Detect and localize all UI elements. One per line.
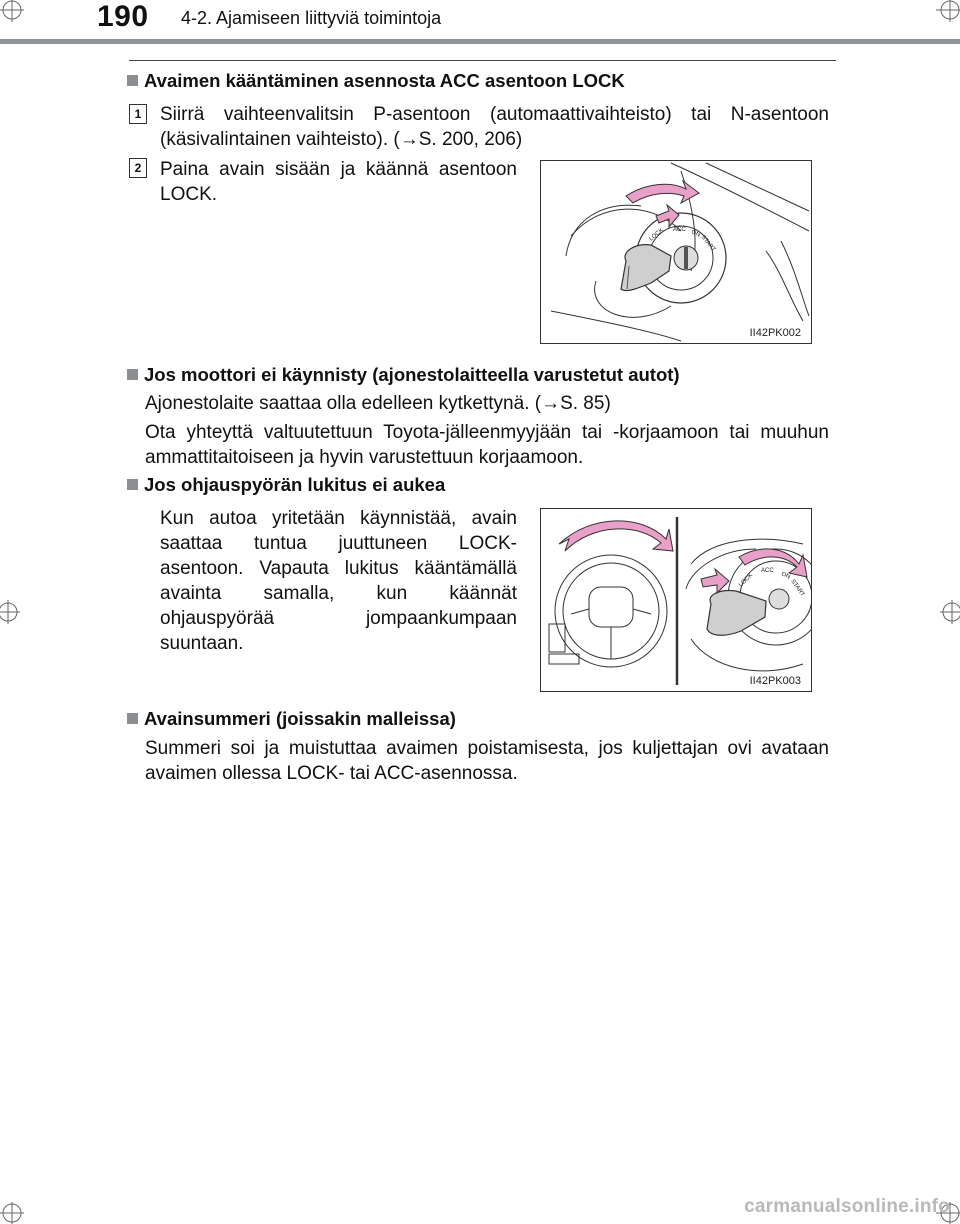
heading-key-buzzer: Avainsummeri (joissakin malleissa) <box>127 708 456 730</box>
paragraph-immobilizer: Ajonestolaite saattaa olla edelleen kytkettynä. (→S. 85) <box>145 393 611 414</box>
step-1-text: Siirrä vaihteenvalitsin P-asentoon (automaattivaihteisto) tai N-asentoon (käsivalintainen vaihteisto). (→S. 200, 206) <box>160 104 829 150</box>
figure-ignition-key-lock <box>540 160 812 344</box>
push-arrow-icon <box>656 205 679 227</box>
heading-acc-to-lock: Avaimen kääntäminen asennosta ACC asentoon LOCK <box>127 70 625 92</box>
content-top-rule <box>129 60 836 61</box>
figure-code: II42PK002 <box>749 327 801 339</box>
ignition-illustration <box>541 161 811 343</box>
paragraph-steering-lock: Kun autoa yritetään käynnistää, avain saattaa tuntua juuttuneen LOCK-asentoon. Vapauta lukitus kääntämällä avainta samalla, kun käännät ohjauspyörää jompaankumpaan suuntaan. <box>160 508 517 654</box>
paragraph-contact-dealer: Ota yhteyttä valtuutettuun Toyota-jälleenmyyjään tai -korjaamoon tai muuhun ammattitaitoiseen ja hyvin varustettuun korjaamoon. <box>145 422 829 468</box>
section-title: 4-2. Ajamiseen liittyviä toimintoja <box>181 8 442 28</box>
heading-steering-lock: Jos ohjauspyörän lukitus ei aukea <box>127 474 445 496</box>
figure-steering-wheel-key <box>540 508 812 692</box>
lock-label-2: LOCK <box>738 572 754 589</box>
bullet-square <box>127 75 138 86</box>
key-head-2 <box>707 591 766 636</box>
lock-label: LOCK <box>648 227 665 243</box>
figure-code-2: II42PK003 <box>749 675 801 687</box>
step-number-2: 2 <box>129 158 147 178</box>
acc-label: ACC <box>673 227 686 233</box>
page-number: 190 <box>97 0 149 33</box>
wheel-rotate-arrow-icon <box>559 521 673 551</box>
key-push-arrow-icon <box>701 569 729 593</box>
step-2-text: Paina avain sisään ja käännä asentoon LOCK. <box>160 159 517 205</box>
rotate-arrow-icon <box>626 181 699 203</box>
bullet-square <box>127 479 138 490</box>
watermark: carmanualsonline.info <box>744 1196 950 1217</box>
bullet-square <box>127 713 138 724</box>
start-label: START <box>699 234 717 253</box>
on-label: ON <box>690 229 701 239</box>
steering-illustration <box>541 509 811 691</box>
paragraph-key-buzzer: Summeri soi ja muistuttaa avaimen poistamisesta, jos kuljettajan ovi avataan avaimen ollessa LOCK- tai ACC-asennossa. <box>145 738 829 784</box>
heading-engine-not-start: Jos moottori ei käynnisty (ajonestolaitteella varustetut autot) <box>127 364 680 386</box>
on-label-2: ON <box>780 571 791 581</box>
step-number-1: 1 <box>129 104 147 124</box>
acc-label-2: ACC <box>761 568 774 574</box>
start-label-2: START <box>789 578 806 598</box>
bullet-square <box>127 369 138 380</box>
